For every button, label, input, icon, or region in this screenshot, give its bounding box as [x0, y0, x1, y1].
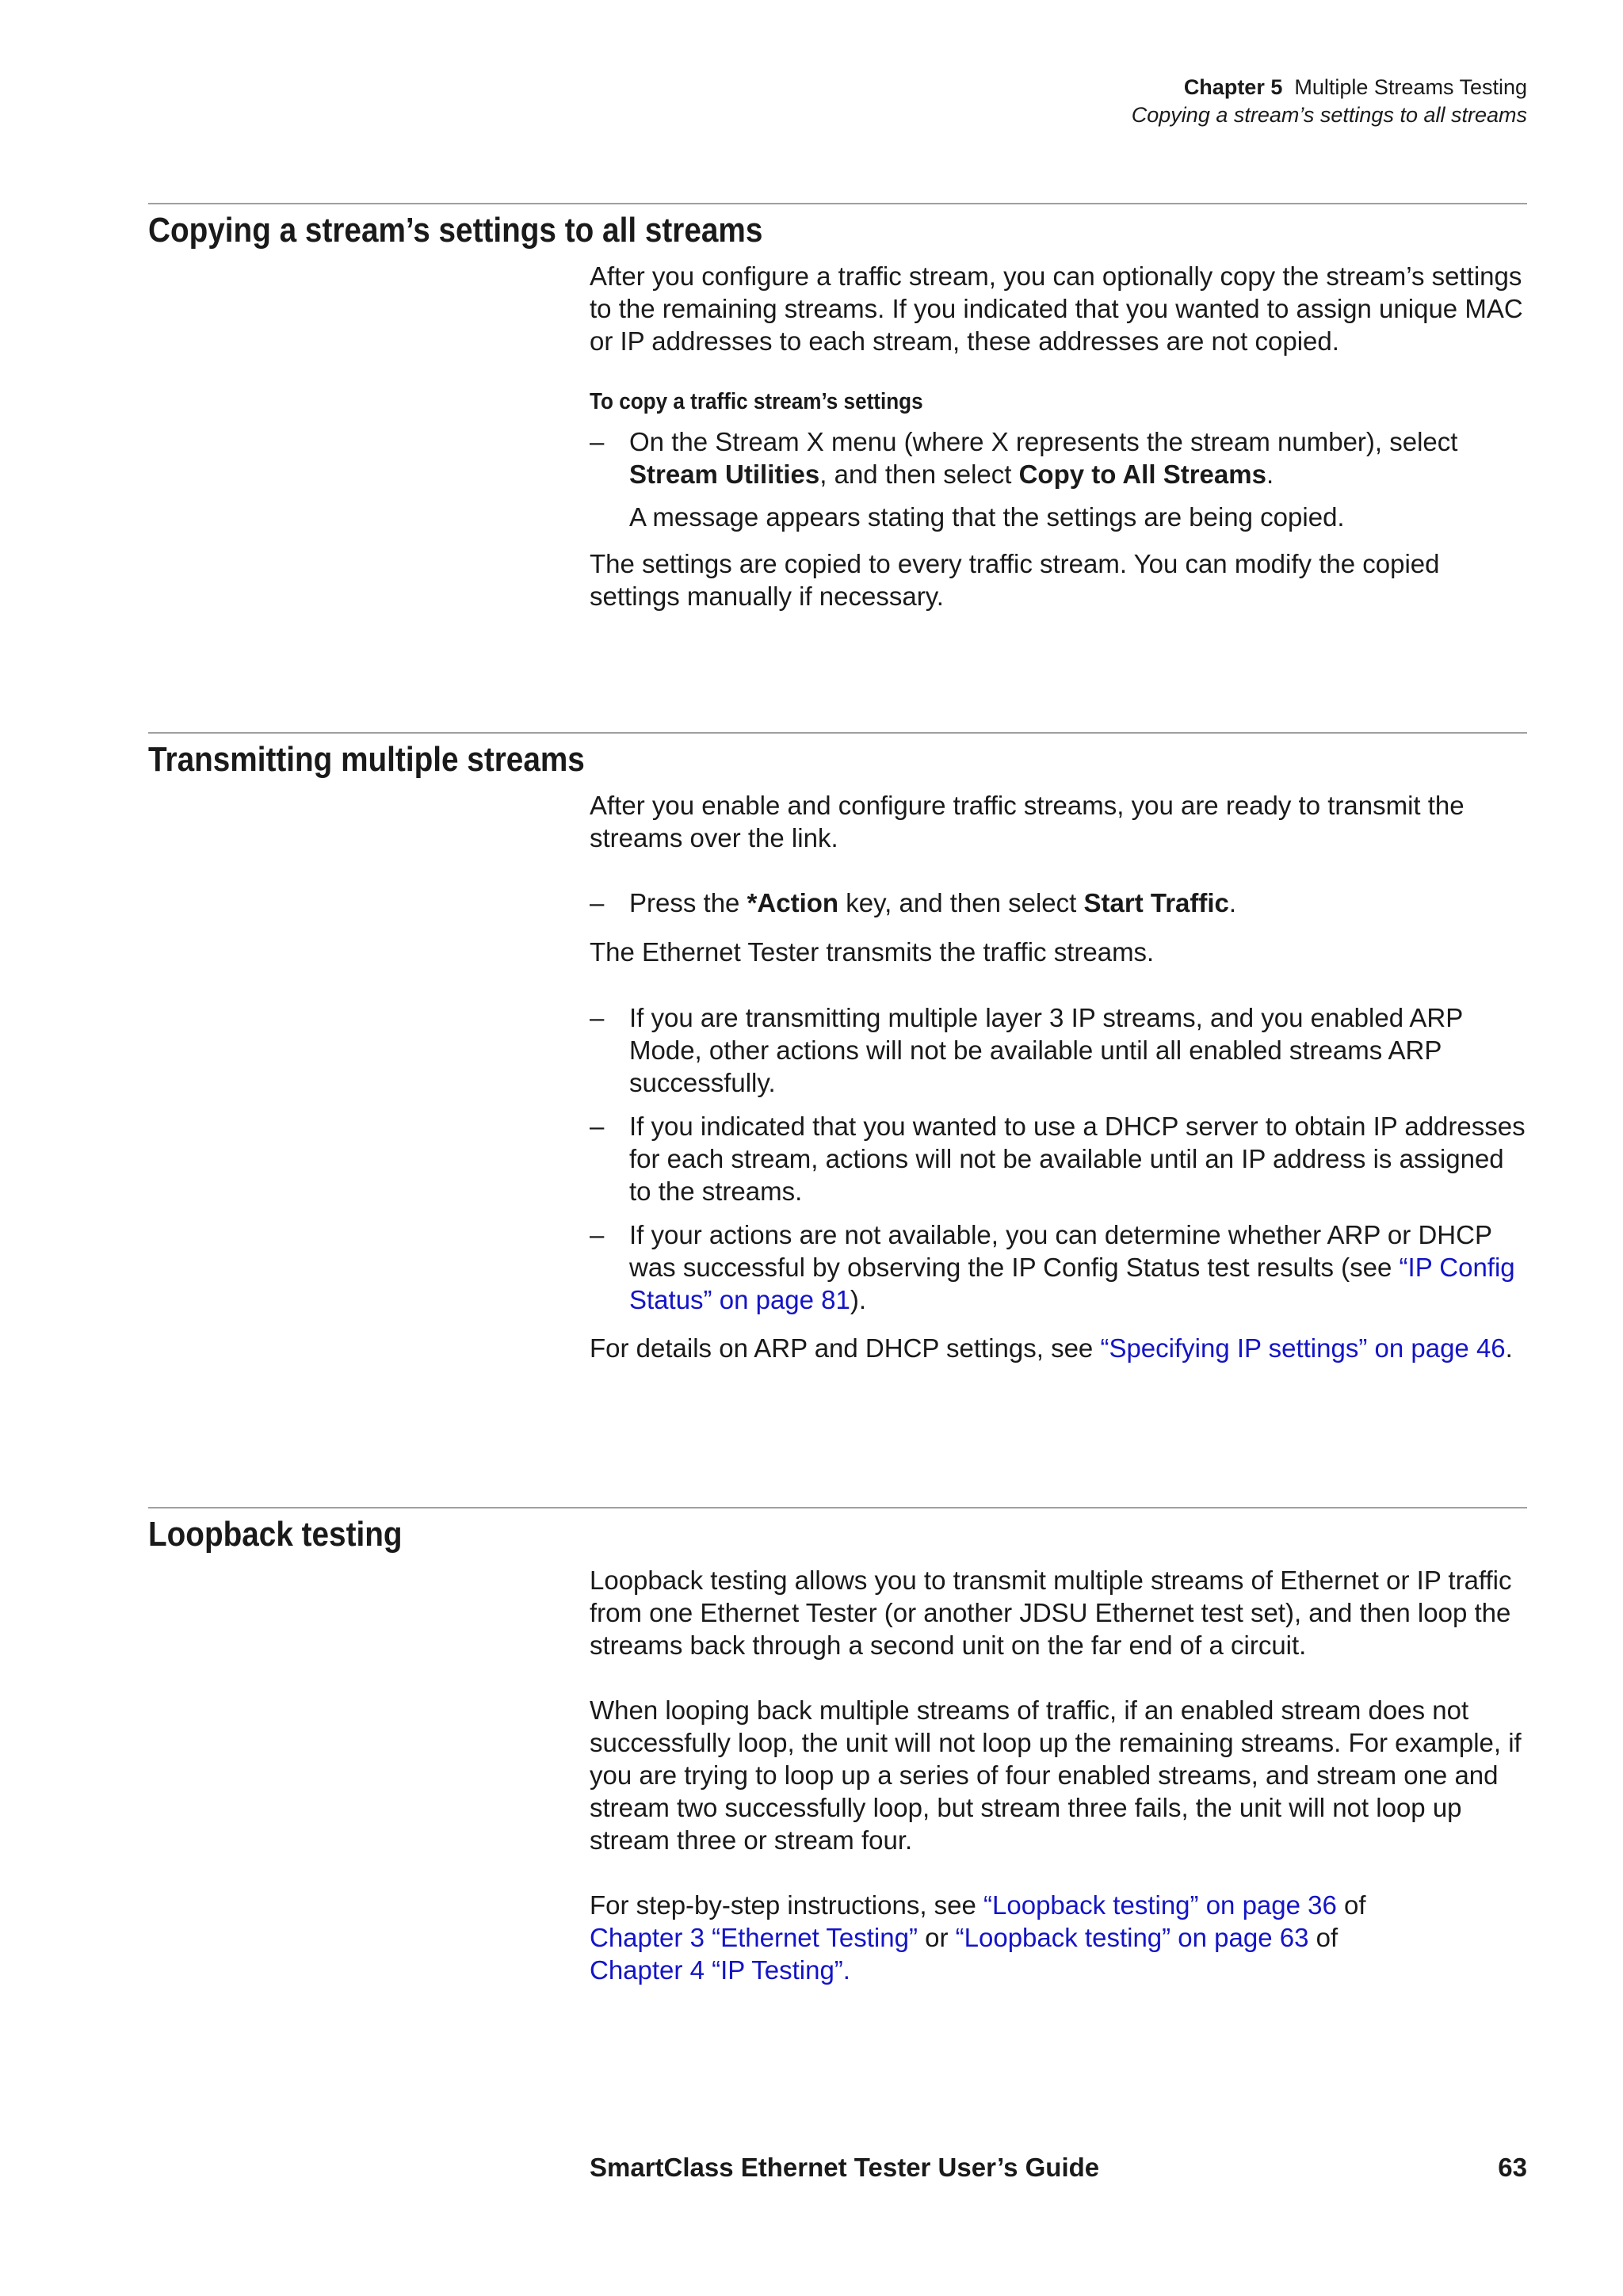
step-key: *Action [747, 888, 839, 917]
header-chapter [1132, 74, 1527, 101]
procedure-step [590, 887, 1527, 919]
intro-paragraph: After you enable and configure traffic streams, you are ready to transmit the streams over the link. [590, 791, 1465, 852]
outro-paragraph: The settings are copied to every traffic stream. You can modify the copied settings manually if necessary. [590, 549, 1440, 611]
step-menu-item: Stream Utilities [629, 460, 820, 489]
details-text: . [1505, 1333, 1513, 1363]
section-body [590, 1564, 1527, 1986]
loopback-paragraph: When looping back multiple streams of traffic, if an enabled stream does not successfully loop, the unit will not loop up the remaining streams. For example, if you are trying to loop up a series of four enabled streams, and stream one and stream two successfully loop, but stream three fails, the unit will not loop up stream three or stream four. [590, 1695, 1522, 1855]
section-rule [148, 203, 1527, 204]
note-dash: – [590, 1112, 605, 1141]
step-menu-item: Start Traffic [1083, 888, 1229, 917]
note-dash: – [590, 1003, 605, 1032]
instructions-text: For step-by-step instructions, see [590, 1890, 984, 1920]
section-copying-settings [148, 203, 1527, 612]
instructions-text: of [1308, 1923, 1338, 1952]
step-result: A message appears stating that the settings are being copied. [629, 502, 1345, 532]
details-text: For details on ARP and DHCP settings, see [590, 1333, 1101, 1363]
step-text: Press the [629, 888, 747, 917]
section-rule [148, 732, 1527, 734]
header-chapter-title: Multiple Streams Testing [1294, 75, 1527, 99]
loopback-page-63-link[interactable]: “Loopback testing” on page 63 [955, 1923, 1309, 1952]
chapter-4-link[interactable]: Chapter 4 “IP Testing”. [590, 1955, 850, 1985]
step-menu-item: Copy to All Streams [1018, 460, 1266, 489]
step-text: key, and then select [838, 888, 1084, 917]
note-dash: – [590, 1220, 605, 1249]
section-heading: Loopback testing [148, 1515, 403, 1554]
section-body [590, 260, 1527, 612]
running-header [1132, 74, 1527, 129]
note-text: If you indicated that you wanted to use a DHCP server to obtain IP addresses for each stream, actions will not be available until an IP address is assigned to the streams. [629, 1112, 1526, 1206]
step-dash: – [590, 888, 605, 917]
intro-paragraph: After you configure a traffic stream, you can optionally copy the stream’s settings to the remaining streams. If you indicated that you wanted to assign unique MAC or IP addresses to each stream, these addresses are not copied. [590, 261, 1523, 356]
chapter-3-link[interactable]: Chapter 3 “Ethernet Testing” [590, 1923, 918, 1952]
instructions-paragraph [590, 1889, 1527, 1986]
instructions-text: or [917, 1923, 956, 1952]
step-text: . [1228, 888, 1237, 917]
ip-settings-link[interactable]: “Specifying IP settings” on page 46 [1100, 1333, 1506, 1363]
section-loopback-testing [148, 1507, 1527, 1986]
step-text: , and then select [819, 460, 1019, 489]
step-result: The Ethernet Tester transmits the traffic streams. [590, 937, 1155, 967]
loopback-paragraph: Loopback testing allows you to transmit multiple streams of Ethernet or IP traffic from one Ethernet Tester (or another JDSU Ethernet test set), and then loop the streams back through a second unit on the far end of a circuit. [590, 1566, 1512, 1660]
loopback-page-36-link[interactable]: “Loopback testing” on page 36 [983, 1890, 1337, 1920]
header-section-title: Copying a stream’s settings to all streams [1131, 103, 1527, 127]
note-text: If your actions are not available, you can determine whether ARP or DHCP was successful by observing the IP Config Status test results (see [629, 1220, 1492, 1282]
step-text: . [1266, 460, 1274, 489]
section-rule [148, 1507, 1527, 1508]
footer-guide-title: SmartClass Ethernet Tester User’s Guide [590, 2153, 1100, 2182]
details-paragraph [590, 1332, 1527, 1364]
section-heading: Transmitting multiple streams [148, 740, 585, 779]
note-item [590, 1110, 1527, 1207]
procedure-title: To copy a traffic stream’s settings [590, 389, 923, 414]
ip-config-status-link[interactable]: “IP Config Status” on page 81 [629, 1253, 1515, 1314]
note-text: If you are transmitting multiple layer 3 IP streams, and you enabled ARP Mode, other actions will not be available until all enabled streams ARP successfully. [629, 1003, 1463, 1097]
header-chapter-label: Chapter 5 [1183, 75, 1283, 99]
note-item [590, 1001, 1527, 1099]
section-transmitting-streams [148, 732, 1527, 1364]
step-dash: – [590, 427, 605, 456]
instructions-text: of [1336, 1890, 1366, 1920]
section-body [590, 789, 1527, 1364]
step-text: On the Stream X menu (where X represents the stream number), select [629, 427, 1458, 456]
procedure-step [590, 425, 1527, 490]
footer-page-number: 63 [1498, 2153, 1527, 2182]
note-text: ). [850, 1285, 867, 1314]
section-heading: Copying a stream’s settings to all streams [148, 211, 763, 250]
note-item [590, 1219, 1527, 1316]
